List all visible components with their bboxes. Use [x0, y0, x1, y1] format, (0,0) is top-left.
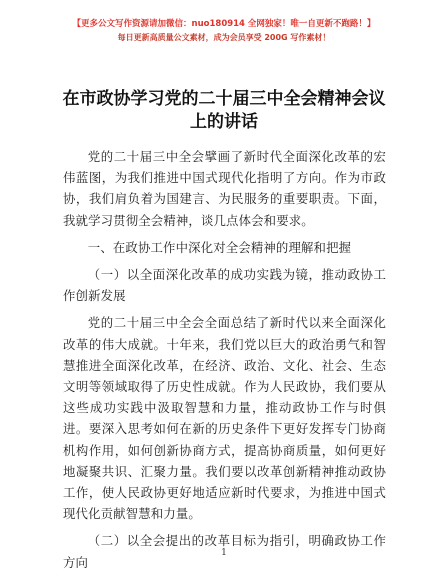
promo-banner-line-1: 【更多公文写作资源请加微信：nuo180914 全网独家！唯一自更新不跑路！】 — [72, 19, 376, 29]
document-title: 在市政协学习党的二十届三中全会精神会议上的讲话 — [62, 89, 386, 132]
promo-banner — [0, 18, 448, 44]
body-paragraph-1: 党的二十届三中全会全面总结了新时代以来全面深化改革的伟大成就。十年来，我们党以巨大的政治勇气和智慧推进全面深化改革，在经济、政治、文化、社会、生态文明等领域取得了历史性成就。作为人民政协，我们要从这些成功实践中汲取智慧和力量，推动政协工作与时俱进。要深入思考如何在新的历史条件下更好发挥专门协商机构作用，如何创新协商方式，提高协商质量，如何更好地凝聚共识、汇聚力量。我们要以改革创新精神推动政协工作，使人民政协更好地适应新时代要求，为推进中国式现代化贡献智慧和力量。 — [63, 315, 386, 522]
page-number: 1 — [221, 548, 227, 558]
subsection-heading-2: （二）以全会提出的改革目标为指引，明确政协工作方向 — [63, 533, 386, 570]
subsection-heading-1: （一）以全面深化改革的成功实践为镜，推动政协工作创新发展 — [63, 267, 386, 304]
intro-paragraph: 党的二十届三中全会擘画了新时代全面深化改革的宏伟蓝图，为我们推进中国式现代化指明了方向。作为市政协，我们肩负着为国建言、为民服务的重要职责。下面，我就学习贯彻全会精神，谈几点体会和要求。 — [63, 149, 386, 228]
document-body — [63, 146, 386, 579]
promo-banner-line-2: 每日更新高质量公文素材，成为会员享受 200G 写作素材！ — [117, 33, 331, 42]
section-heading-1: 一、在政协工作中深化对全会精神的理解和把握 — [87, 239, 352, 255]
